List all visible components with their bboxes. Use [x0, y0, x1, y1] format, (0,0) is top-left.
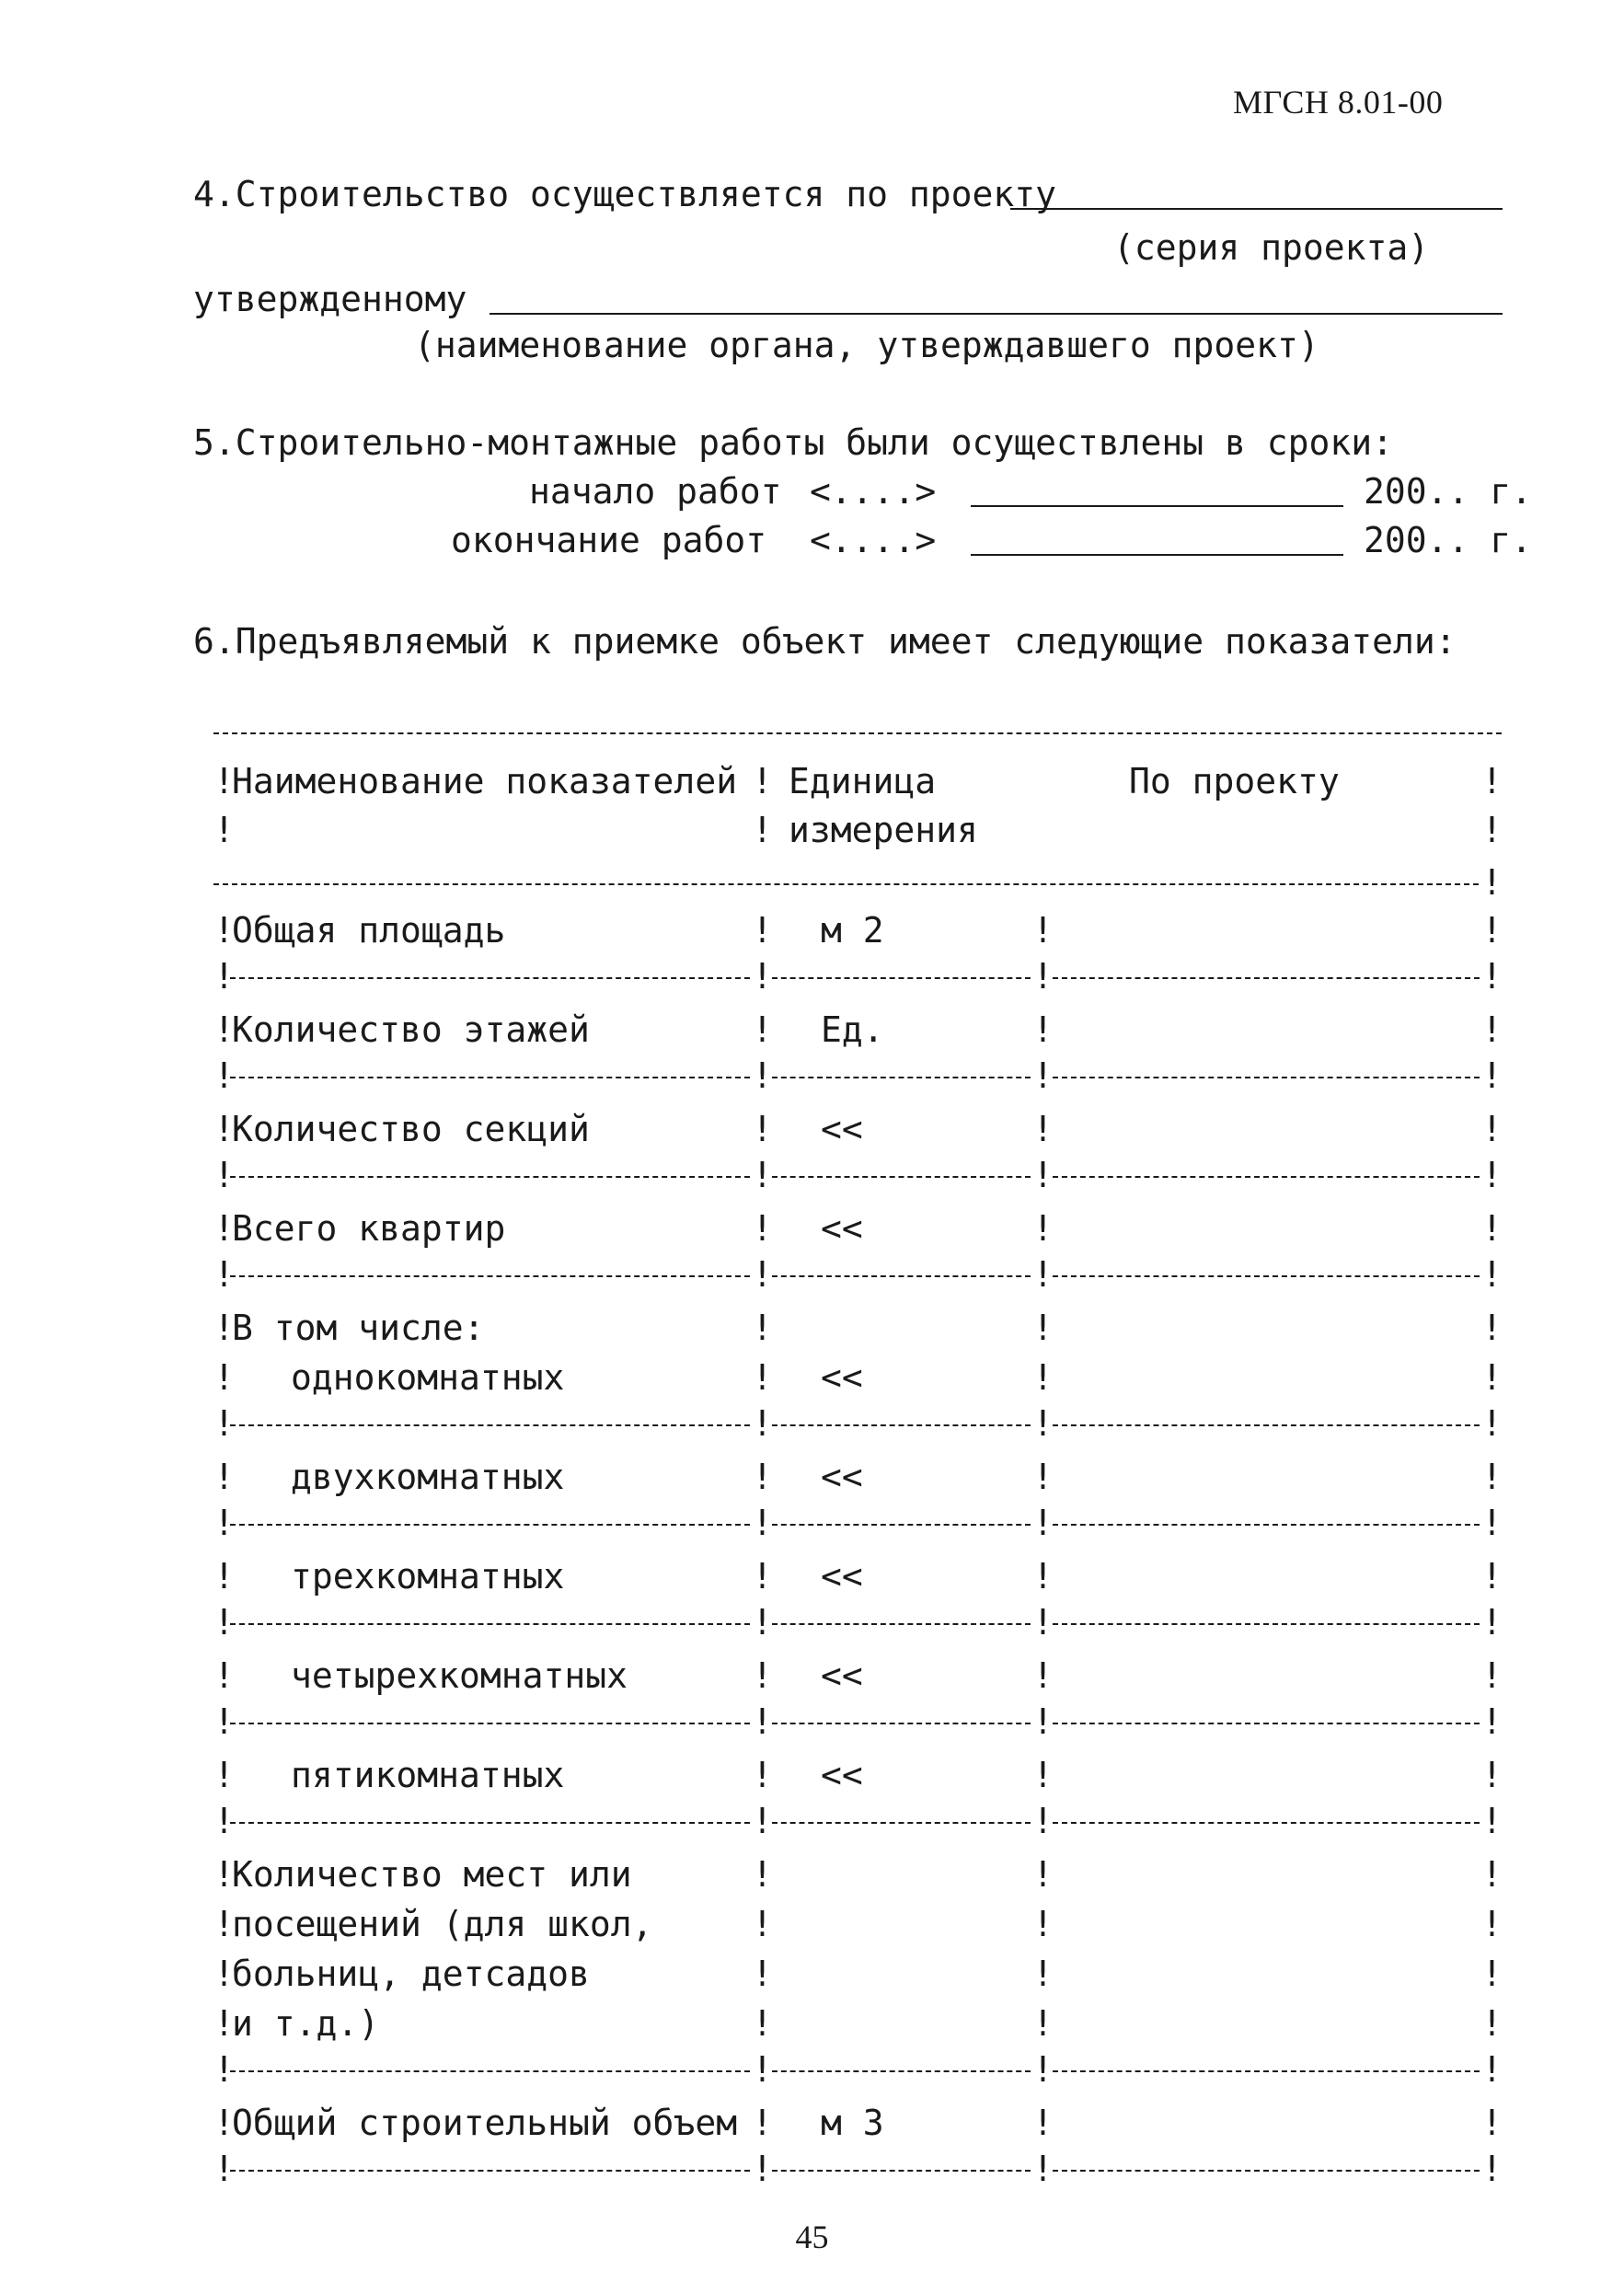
row-divider [1053, 1623, 1480, 1625]
end-year: 200.. г. [1364, 520, 1533, 560]
table-cell-name: четырехкомнатных [291, 1655, 628, 1696]
border-bang: ! [1481, 1208, 1503, 1249]
row-divider [1053, 1424, 1480, 1426]
border-bang: ! [752, 910, 773, 951]
section4-caption1: (серия проекта) [1113, 227, 1430, 268]
border-bang: ! [213, 1655, 235, 1696]
border-bang: ! [213, 1457, 235, 1497]
border-bang: ! [213, 1208, 235, 1249]
border-bang: ! [752, 1055, 773, 1096]
end-placeholder: <....> [810, 520, 937, 560]
row-divider [213, 883, 1479, 885]
border-bang: ! [213, 910, 235, 951]
border-bang: ! [213, 1556, 235, 1597]
border-bang: ! [1032, 1403, 1054, 1444]
border-bang: ! [1032, 1357, 1054, 1398]
border-bang: ! [1481, 1602, 1503, 1643]
border-bang: ! [752, 1308, 773, 1348]
table-cell-unit: << [821, 1109, 863, 1149]
border-bang: ! [752, 1602, 773, 1643]
border-bang: ! [1481, 1801, 1503, 1841]
border-bang: ! [213, 761, 235, 801]
table-cell-name: посещений (для школ, [232, 1904, 653, 1944]
border-bang: ! [752, 1801, 773, 1841]
border-bang: ! [213, 1904, 235, 1944]
table-cell-unit: м 2 [821, 910, 884, 951]
row-divider [230, 1424, 750, 1426]
border-bang: ! [1481, 1254, 1503, 1295]
start-year: 200.. г. [1364, 471, 1533, 512]
row-divider [1053, 2070, 1480, 2072]
row-divider [1053, 1723, 1480, 1724]
row-divider [1053, 1524, 1480, 1526]
row-divider [772, 1822, 1031, 1824]
row-divider [1053, 1176, 1480, 1178]
row-divider [772, 1424, 1031, 1426]
end-label: окончание работ [451, 520, 767, 560]
border-bang: ! [1481, 1457, 1503, 1497]
page-number: 45 [795, 2219, 829, 2255]
border-bang: ! [1032, 1655, 1054, 1696]
row-divider [1053, 2170, 1480, 2172]
table-cell-name: Всего квартир [232, 1208, 506, 1249]
row-divider [1053, 977, 1480, 979]
border-bang: ! [1481, 862, 1503, 903]
table-cell-name: и т.д.) [232, 2003, 380, 2044]
border-bang: ! [213, 1854, 235, 1895]
border-bang: ! [752, 1655, 773, 1696]
border-bang: ! [1032, 1701, 1054, 1742]
border-bang: ! [1481, 1155, 1503, 1195]
table-cell-name: Количество мест или [232, 1854, 632, 1895]
start-placeholder: <....> [810, 471, 937, 512]
row-divider [230, 1723, 750, 1724]
border-bang: ! [1481, 1854, 1503, 1895]
border-bang: ! [213, 1155, 235, 1195]
table-cell-name: двухкомнатных [291, 1457, 565, 1497]
border-bang: ! [752, 2049, 773, 2090]
table-cell-name: Общая площадь [232, 910, 506, 951]
table-cell-name: Количество секций [232, 1109, 590, 1149]
border-bang: ! [1032, 1602, 1054, 1643]
border-bang: ! [213, 1503, 235, 1543]
row-divider [772, 2170, 1031, 2172]
border-bang: ! [1481, 2149, 1503, 2189]
border-bang: ! [752, 1904, 773, 1944]
border-bang: ! [1032, 1556, 1054, 1597]
border-bang: ! [1481, 2003, 1503, 2044]
border-bang: ! [1032, 1755, 1054, 1795]
border-bang: ! [1032, 1308, 1054, 1348]
document-code: МГСН 8.01-00 [1233, 84, 1444, 121]
border-bang: ! [752, 1503, 773, 1543]
section4-line2: утвержденному [193, 279, 467, 319]
border-bang: ! [1032, 1109, 1054, 1149]
border-bang: ! [1481, 1503, 1503, 1543]
table-cell-name: пятикомнатных [291, 1755, 565, 1795]
border-bang: ! [213, 1755, 235, 1795]
border-bang: ! [752, 1701, 773, 1742]
border-bang: ! [1481, 1655, 1503, 1696]
border-bang: ! [1481, 1701, 1503, 1742]
border-bang: ! [1032, 956, 1054, 997]
row-divider [772, 1275, 1031, 1277]
table-cell-name: Общий строительный объем [232, 2103, 738, 2143]
row-divider [230, 1275, 750, 1277]
table-top-border [213, 732, 1502, 734]
border-bang: ! [1032, 910, 1054, 951]
border-bang: ! [213, 1254, 235, 1295]
border-bang: ! [1032, 2049, 1054, 2090]
border-bang: ! [1481, 1403, 1503, 1444]
project-series-field [1010, 208, 1503, 210]
row-divider [772, 1524, 1031, 1526]
border-bang: ! [752, 1556, 773, 1597]
border-bang: ! [752, 1254, 773, 1295]
row-divider [230, 1524, 750, 1526]
table-cell-name: Количество этажей [232, 1009, 590, 1050]
approver-field [490, 313, 1503, 315]
row-divider [772, 1723, 1031, 1724]
border-bang: ! [752, 2149, 773, 2189]
border-bang: ! [752, 1155, 773, 1195]
border-bang: ! [752, 1009, 773, 1050]
row-divider [772, 977, 1031, 979]
section4-caption2: (наименование органа, утверждавшего проект) [414, 325, 1319, 365]
border-bang: ! [213, 1055, 235, 1096]
section6-line1: 6.Предъявляемый к приемке объект имеет следующие показатели: [193, 621, 1457, 662]
border-bang: ! [1032, 2003, 1054, 2044]
border-bang: ! [752, 1755, 773, 1795]
border-bang: ! [1032, 1208, 1054, 1249]
section5-line1: 5.Строительно-монтажные работы были осуществлены в сроки: [193, 422, 1394, 463]
border-bang: ! [1481, 2049, 1503, 2090]
row-divider [1053, 1822, 1480, 1824]
border-bang: ! [1481, 810, 1503, 850]
border-bang: ! [1481, 910, 1503, 951]
border-bang: ! [752, 2003, 773, 2044]
table-cell-unit: << [821, 1457, 863, 1497]
table-cell-name: больниц, детсадов [232, 1954, 590, 1994]
border-bang: ! [1481, 1954, 1503, 1994]
row-divider [772, 2070, 1031, 2072]
row-divider [772, 1077, 1031, 1078]
border-bang: ! [1032, 1954, 1054, 1994]
row-divider [230, 1623, 750, 1625]
table-cell-name: трехкомнатных [291, 1556, 565, 1597]
table-cell-unit: << [821, 1208, 863, 1249]
border-bang: ! [213, 1801, 235, 1841]
table-cell-unit: Ед. [821, 1009, 884, 1050]
border-bang: ! [213, 1109, 235, 1149]
border-bang: ! [1032, 1254, 1054, 1295]
row-divider [772, 1623, 1031, 1625]
border-bang: ! [1032, 1503, 1054, 1543]
section4-line1: 4.Строительство осуществляется по проекту [193, 174, 1056, 214]
border-bang: ! [213, 1308, 235, 1348]
border-bang: ! [213, 956, 235, 997]
border-bang: ! [752, 2103, 773, 2143]
border-bang: ! [213, 2149, 235, 2189]
table-cell-unit: << [821, 1357, 863, 1398]
border-bang: ! [752, 1854, 773, 1895]
border-bang: ! [1481, 1357, 1503, 1398]
row-divider [230, 977, 750, 979]
border-bang: ! [213, 2003, 235, 2044]
border-bang: ! [1481, 1055, 1503, 1096]
border-bang: ! [1032, 1055, 1054, 1096]
border-bang: ! [1481, 761, 1503, 801]
table-cell-name: В том числе: [232, 1308, 485, 1348]
border-bang: ! [752, 956, 773, 997]
table-cell-unit: << [821, 1556, 863, 1597]
header-unit-line2: измерения [789, 810, 978, 850]
border-bang: ! [213, 1357, 235, 1398]
border-bang: ! [1481, 2103, 1503, 2143]
header-project: По проекту [1129, 761, 1340, 801]
table-cell-name: однокомнатных [291, 1357, 565, 1398]
border-bang: ! [1481, 1308, 1503, 1348]
row-divider [230, 2070, 750, 2072]
border-bang: ! [752, 761, 773, 801]
border-bang: ! [1032, 1009, 1054, 1050]
row-divider [230, 1077, 750, 1078]
row-divider [772, 1176, 1031, 1178]
border-bang: ! [752, 810, 773, 850]
border-bang: ! [1032, 1854, 1054, 1895]
border-bang: ! [1481, 1904, 1503, 1944]
start-label: начало работ [529, 471, 782, 512]
border-bang: ! [213, 810, 235, 850]
border-bang: ! [213, 1954, 235, 1994]
row-divider [230, 2170, 750, 2172]
border-bang: ! [1032, 1457, 1054, 1497]
border-bang: ! [1032, 2103, 1054, 2143]
table-cell-unit: << [821, 1755, 863, 1795]
border-bang: ! [1481, 1109, 1503, 1149]
border-bang: ! [1032, 2149, 1054, 2189]
border-bang: ! [752, 1954, 773, 1994]
table-cell-unit: << [821, 1655, 863, 1696]
row-divider [1053, 1275, 1480, 1277]
indicators-table [213, 727, 1502, 2218]
border-bang: ! [752, 1109, 773, 1149]
row-divider [230, 1176, 750, 1178]
start-date-field [971, 505, 1343, 507]
border-bang: ! [1032, 1801, 1054, 1841]
border-bang: ! [213, 2049, 235, 2090]
border-bang: ! [1481, 956, 1503, 997]
border-bang: ! [213, 1009, 235, 1050]
border-bang: ! [1481, 1556, 1503, 1597]
border-bang: ! [752, 1208, 773, 1249]
border-bang: ! [752, 1357, 773, 1398]
row-divider [1053, 1077, 1480, 1078]
border-bang: ! [213, 1403, 235, 1444]
border-bang: ! [752, 1457, 773, 1497]
border-bang: ! [1481, 1755, 1503, 1795]
border-bang: ! [1032, 1904, 1054, 1944]
end-date-field [971, 554, 1343, 556]
border-bang: ! [1032, 1155, 1054, 1195]
row-divider [230, 1822, 750, 1824]
border-bang: ! [213, 2103, 235, 2143]
border-bang: ! [752, 1403, 773, 1444]
border-bang: ! [213, 1701, 235, 1742]
table-cell-unit: м 3 [821, 2103, 884, 2143]
border-bang: ! [213, 1602, 235, 1643]
border-bang: ! [1481, 1009, 1503, 1050]
header-name: Наименование показателей [232, 761, 738, 801]
header-unit-line1: Единица [789, 761, 937, 801]
